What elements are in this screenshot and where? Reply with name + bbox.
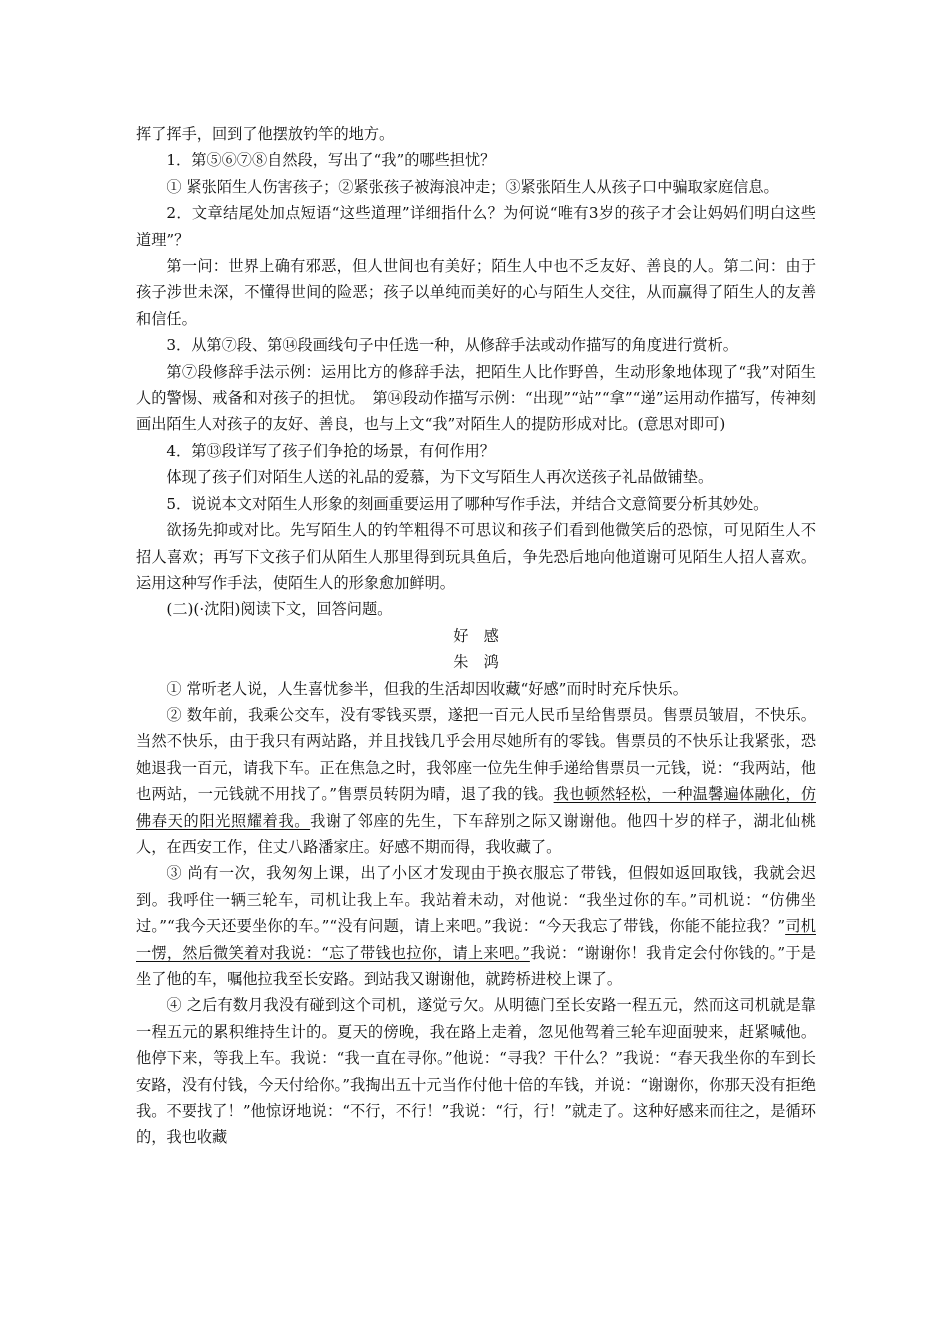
article-paragraph-2 bbox=[136, 702, 816, 860]
article-title: 好感 bbox=[453, 626, 514, 645]
answer-4: 体现了孩子们对陌生人送的礼品的爱慕，为下文写陌生人再次送孩子礼品做铺垫。 bbox=[166, 468, 714, 487]
question-4: 4．第⑬段详写了孩子们争抢的场景，有何作用？ bbox=[166, 441, 495, 460]
paragraph-3-underlined-sentence: 司机一愣，然后微笑着对我说：“忘了带钱也拉你，请上来吧。” bbox=[136, 917, 816, 962]
question-2: 2．文章结尾处加点短语“这些道理”详细指什么？为何说“唯有3岁的孩子才会让妈妈们明白这些道理”？ bbox=[136, 204, 816, 249]
question-3: 3．从第⑦段、第⑭段画线句子中任选一种，从修辞手法或动作描写的角度进行赏析。 bbox=[166, 336, 738, 355]
article-paragraph-3 bbox=[136, 860, 816, 992]
continued-line: 挥了挥手，回到了他摆放钓竿的地方。 bbox=[136, 125, 395, 143]
section-header: (二)(·沈阳)阅读下文，回答问题。 bbox=[166, 600, 393, 619]
answer-5: 欲扬先抑或对比。先写陌生人的钓竿粗得不可思议和孩子们看到他微笑后的恐惊，可见陌生人不招人喜欢；再写下文孩子们从陌生人那里得到玩具鱼后，争先恐后地向他道谢可见陌生人招人喜欢。运用这种写作手法，使陌生人的形象愈加鲜明。 bbox=[136, 521, 816, 592]
article-paragraph-1: ① 常听老人说，人生喜忧参半，但我的生活却因收藏“好感”而时时充斥快乐。 bbox=[166, 679, 688, 698]
answer-3: 第⑦段修辞手法示例：运用比方的修辞手法，把陌生人比作野兽，生动形象地体现了“我”对陌生人的警惕、戒备和对孩子的担忧。 第⑭段动作描写示例：“出现”“站”“拿”“递”运用动作描写，传神刻画出陌生人对孩子的友好、善良，也与上文“我”对陌生人的提防形成对比。(意思对即可) bbox=[136, 362, 816, 434]
paragraph-2-underlined-sentence: 我也顿然轻松，一种温馨遍体融化，仿佛春天的阳光照耀着我。 bbox=[136, 785, 817, 830]
paragraph-2-text-a: ② 数年前，我乘公交车，没有零钱买票，遂把一百元人民币呈给售票员。售票员皱眉，不快乐。当然不快乐，由于我只有两站路，并且找钱几乎会用尽她所有的零钱。售票员的不快乐让我紧张，恐她退我一百元，请我下车。正在焦急之时，我邻座一位先生伸手递给售票员一元钱，说：“我两站，他也两站，一元钱就不用找了。”售票员转阴为晴，退了我的钱。 bbox=[136, 705, 816, 804]
answer-1: ① 紧张陌生人伤害孩子；②紧张孩子被海浪冲走；③紧张陌生人从孩子口中骗取家庭信息。 bbox=[166, 177, 779, 196]
article-author: 朱鸿 bbox=[453, 653, 514, 672]
article-paragraph-4: ④ 之后有数月我没有碰到这个司机，遂觉亏欠。从明德门至长安路一程五元，然而这司机就是靠一程五元的累积维持生计的。夏天的傍晚，我在路上走着，忽见他驾着三轮车迎面驶来，赶紧喊他。他停下来，等我上车。我说：“我一直在寻你。”他说：“寻我？干什么？”我说：“春天我坐你的车到长安路，没有付钱，今天付给你。”我掏出五十元当作付他十倍的车钱，并说：“谢谢你，你那天没有拒绝我。不要找了！”他惊讶地说：“不行，不行！”我说：“行，行！”就走了。这种好感来而往之，是循环的，我也收藏 bbox=[136, 996, 816, 1147]
question-1: 1．第⑤⑥⑦⑧自然段，写出了“我”的哪些担忧？ bbox=[166, 151, 496, 170]
question-5: 5．说说本文对陌生人形象的刻画重要运用了哪种写作手法，并结合文意简要分析其妙处。 bbox=[166, 494, 769, 513]
document-page bbox=[136, 121, 816, 1151]
paragraph-3-text-b: 我说：“谢谢你！我肯定会付你钱的。”于是坐了他的车，嘱他拉我至长安路。到站我又谢谢他，就跨桥进校上课了。 bbox=[136, 943, 816, 988]
paragraph-2-text-b: 我谢了邻座的先生，下车辞别之际又谢谢他。他四十岁的样子，湖北仙桃人，在西安工作，住丈八路潘家庄。好感不期而得，我收藏了。 bbox=[136, 811, 817, 856]
paragraph-3-text-a: ③ 尚有一次，我匆匆上课，出了小区才发现由于换衣服忘了带钱，但假如返回取钱，我就会迟到。我呼住一辆三轮车，司机让我上车。我站着未动，对他说：“我坐过你的车。”司机说：“仿佛坐过。”“我今天还要坐你的车。”“没有问题，请上来吧。”我说：“今天我忘了带钱，你能不能拉我？” bbox=[136, 864, 816, 936]
answer-2: 第一问：世界上确有邪恶，但人世间也有美好；陌生人中也不乏友好、善良的人。第二问：由于孩子涉世未深，不懂得世间的险恶；孩子以单纯而美好的心与陌生人交往，从而赢得了陌生人的友善和信任。 bbox=[136, 257, 816, 328]
